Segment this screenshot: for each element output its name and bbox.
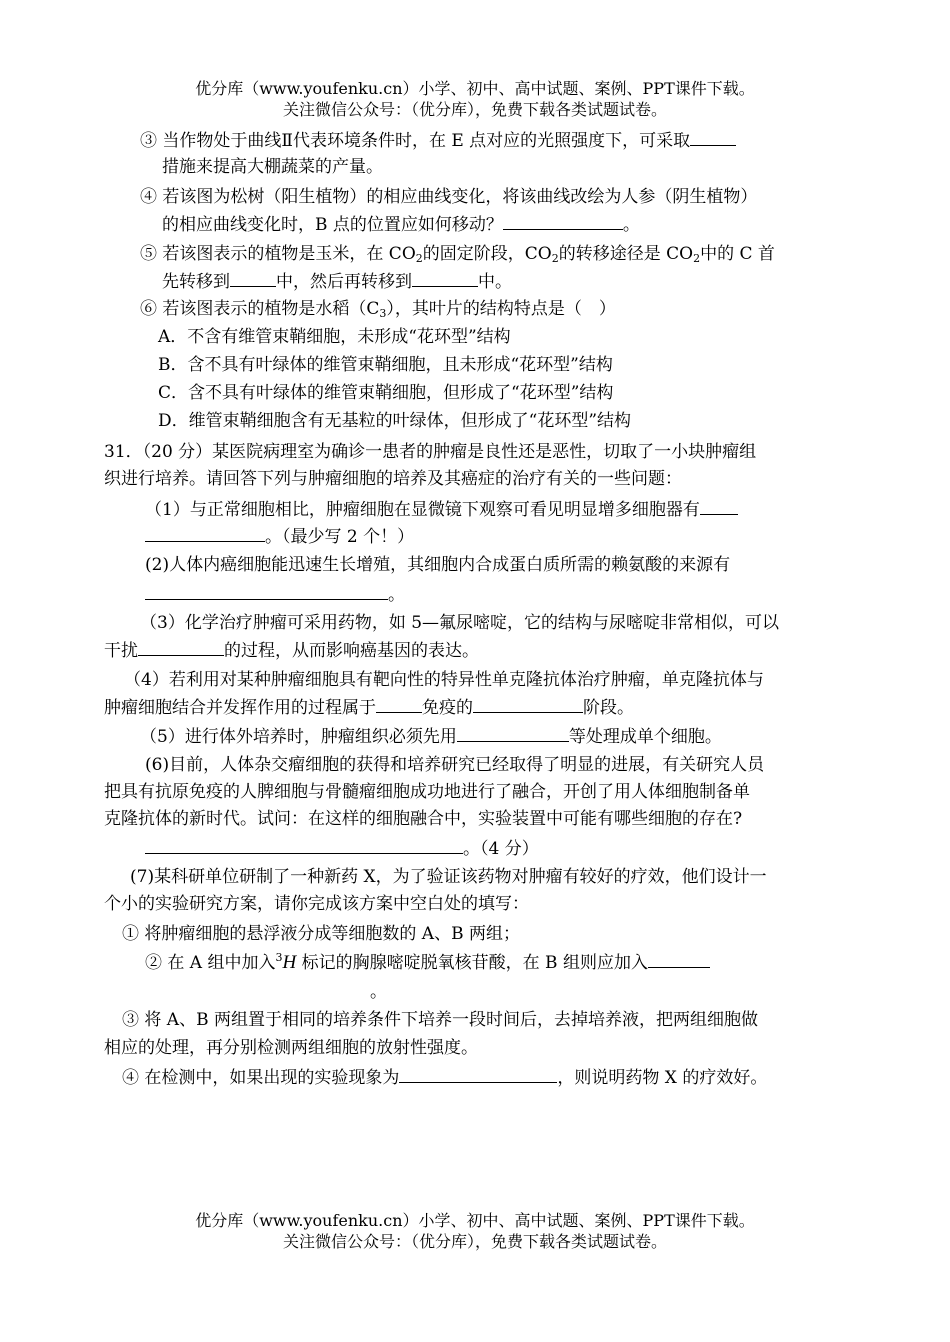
q31-part6-line3: 克隆抗体的新时代。试问：在这样的细胞融合中，实验装置中可能有哪些细胞的存在? xyxy=(104,809,743,829)
header-line-1: 优分库（www.youfenku.cn）小学、初中、高中试题、案例、PPT课件下载。 xyxy=(195,79,755,98)
q30-part6-question: ⑥ 若该图表示的植物是水稻$(C_3)$，其叶片的结构特点是（ ） xyxy=(140,299,616,320)
q31-step1: ① 将肿瘤细胞的悬浮液分成等细胞数的 A、B 两组； xyxy=(122,924,520,944)
q31-part6-line2: 把具有抗原免疫的人脾细胞与骨髓瘤细胞成功地进行了融合，开创了用人体细胞制备单 xyxy=(104,782,750,802)
q30-part4-line1: ④ 若该图为松树（阳生植物）的相应曲线变化，将该曲线改绘为人参（阴生植物） xyxy=(140,187,758,207)
q30-part5-line1: ⑤ 若该图表示的植物是玉米，在 $CO_2$的固定阶段，$CO_2$的转移途径是 $CO_2$中的 C 首 xyxy=(140,244,775,265)
answer-blank[interactable] xyxy=(145,582,388,600)
answer-blank[interactable] xyxy=(503,212,623,230)
q31-part3-line2: 干扰 的过程，从而影响癌基因的表达。 xyxy=(104,638,479,663)
q31-part1-line1: （1）与正常细胞相比，肿瘤细胞在显微镜下观察可看见明显增多细胞器有 xyxy=(145,497,738,522)
q31-intro-line2: 织进行培养。请回答下列与肿瘤细胞的培养及其癌症的治疗有关的一些问题： xyxy=(104,469,682,489)
q31-part1-line2: 。（最少写 2 个！） xyxy=(145,524,414,549)
answer-blank[interactable] xyxy=(230,269,276,287)
page-footer xyxy=(0,1210,950,1252)
q31-part7-line2: 个小的实验研究方案，请你完成该方案中空白处的填写： xyxy=(104,894,529,914)
answer-blank[interactable] xyxy=(473,695,583,713)
page-header xyxy=(0,78,950,120)
footer-line-2: 关注微信公众号：（优分库），免费下载各类试题试卷。 xyxy=(282,1232,667,1251)
answer-blank[interactable] xyxy=(412,269,478,287)
q31-part4-line2: 肿瘤细胞结合并发挥作用的过程属于 免疫的 阶段。 xyxy=(104,695,634,720)
header-line-2: 关注微信公众号：（优分库），免费下载各类试题试卷。 xyxy=(282,100,667,119)
q31-part6-line1: (6)目前，人体杂交瘤细胞的获得和培养研究已经取得了明显的进展，有关研究人员 xyxy=(145,755,765,775)
q31-step3-line1: ③ 将 A、B 两组置于相同的培养条件下培养一段时间后，去掉培养液，把两组细胞做 xyxy=(122,1010,758,1030)
q30-option-c[interactable]: C．含不具有叶绿体的维管束鞘细胞，但形成了“花环型”结构 xyxy=(158,383,614,403)
answer-blank[interactable] xyxy=(145,836,463,854)
answer-blank[interactable] xyxy=(145,524,265,542)
q30-part3-line2: 措施来提高大棚蔬菜的产量。 xyxy=(162,157,383,177)
q31-intro-line1: 31．（20 分）某医院病理室为确诊一患者的肿瘤是良性还是恶性，切取了一小块肿瘤组 xyxy=(104,442,757,462)
answer-blank[interactable] xyxy=(376,695,422,713)
q30-part5-line2: 先转移到 中，然后再转移到 中。 xyxy=(162,269,512,294)
q31-part6-line4: 。（4 分） xyxy=(145,836,539,861)
footer-line-1: 优分库（www.youfenku.cn）小学、初中、高中试题、案例、PPT课件下载。 xyxy=(195,1211,755,1230)
answer-blank[interactable] xyxy=(399,1065,557,1083)
q31-part2-line2: 。 xyxy=(145,582,405,607)
q30-part3-line1: ③ 当作物处于曲线Ⅱ代表环境条件时，在 E 点对应的光照强度下，可采取 xyxy=(140,128,736,153)
q31-part4-line1: （4）若利用对某种肿瘤细胞具有靶向性的特异性单克隆抗体治疗肿瘤，单克隆抗体与 xyxy=(124,670,764,690)
q31-part7-line1: (7)某科研单位研制了一种新药 X，为了验证该药物对肿瘤有较好的疗效，他们设计一 xyxy=(130,867,767,887)
answer-blank[interactable] xyxy=(138,638,224,656)
answer-blank[interactable] xyxy=(690,128,736,146)
q30-option-a[interactable]: A．不含有维管束鞘细胞，未形成“花环型”结构 xyxy=(158,327,511,347)
answer-blank[interactable] xyxy=(700,497,738,515)
q31-part5: （5）进行体外培养时，肿瘤组织必须先用 等处理成单个细胞。 xyxy=(140,724,722,749)
answer-blank[interactable] xyxy=(457,724,569,742)
q30-part4-line2: 的相应曲线变化时，B 点的位置应如何移动？ 。 xyxy=(162,212,640,237)
q31-step2-line2: 。 xyxy=(370,982,387,1002)
q31-step2-line1: ② 在 A 组中加入$^3$H 标记的胸腺嘧啶脱氧核苷酸，在 B 组则应加入 xyxy=(145,950,710,975)
q30-option-d[interactable]: D．维管束鞘细胞含有无基粒的叶绿体，但形成了“花环型”结构 xyxy=(158,411,632,431)
answer-blank[interactable] xyxy=(648,950,710,968)
q31-part3-line1: （3）化学治疗肿瘤可采用药物，如 5—氟尿嘧啶，它的结构与尿嘧啶非常相似，可以 xyxy=(140,613,780,633)
q31-part2-line1: (2)人体内癌细胞能迅速生长增殖，其细胞内合成蛋白质所需的赖氨酸的来源有 xyxy=(145,555,731,575)
q30-option-b[interactable]: B．含不具有叶绿体的维管束鞘细胞，且未形成“花环型”结构 xyxy=(158,355,613,375)
q31-step4: ④ 在检测中，如果出现的实验现象为 ，则说明药物 X 的疗效好。 xyxy=(122,1065,767,1090)
q31-step3-line2: 相应的处理，再分别检测两组细胞的放射性强度。 xyxy=(104,1038,478,1058)
